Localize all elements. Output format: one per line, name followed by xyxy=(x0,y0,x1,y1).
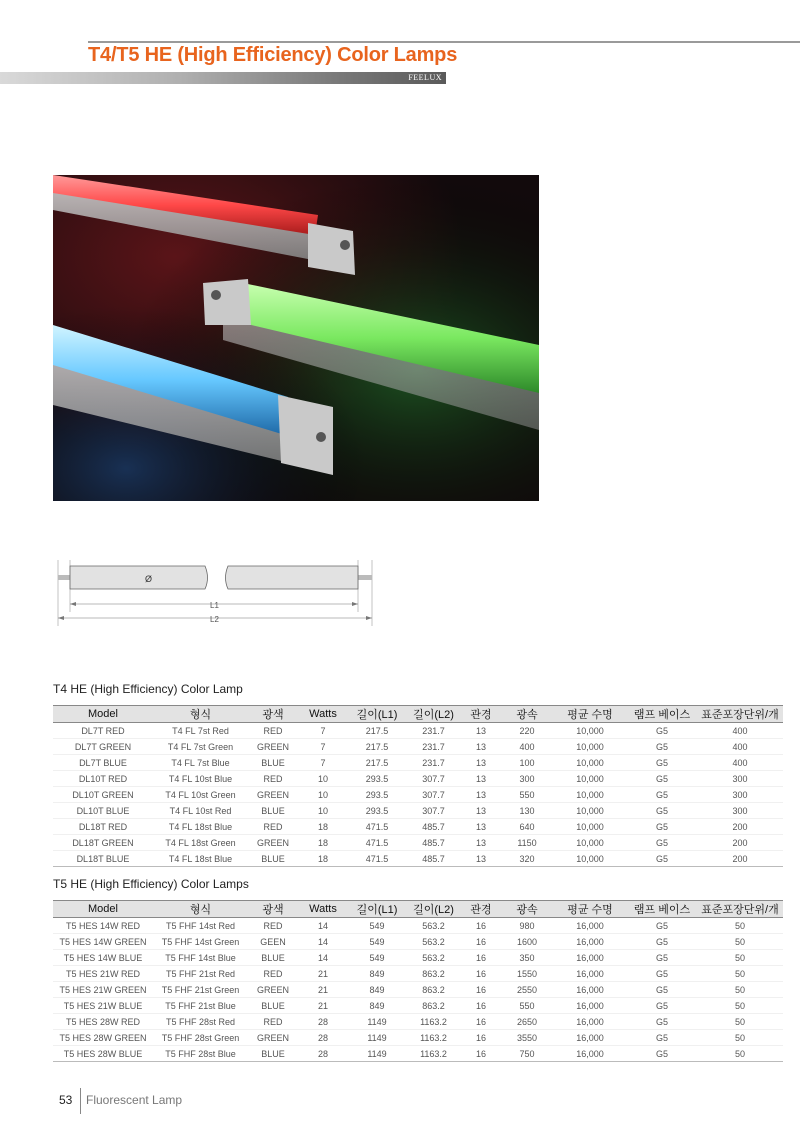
table-cell: BLUE xyxy=(248,851,298,867)
t5-spec-table xyxy=(53,900,783,1062)
table-row xyxy=(53,771,783,787)
table-cell: T4 FL 18st Blue xyxy=(153,819,248,835)
table-cell: T5 FHF 14st Red xyxy=(153,918,248,934)
table-cell: T5 FHF 28st Red xyxy=(153,1014,248,1030)
column-header: 램프 베이스 xyxy=(627,706,697,723)
table-cell: T5 HES 28W RED xyxy=(53,1014,153,1030)
table-cell: 849 xyxy=(348,998,406,1014)
column-header: 관경 xyxy=(461,706,501,723)
column-header: Model xyxy=(53,901,153,918)
table-cell: 300 xyxy=(697,803,783,819)
column-header: Watts xyxy=(298,901,348,918)
table-cell: 28 xyxy=(298,1030,348,1046)
table-cell: 300 xyxy=(697,771,783,787)
table-cell: BLUE xyxy=(248,950,298,966)
table-row xyxy=(53,803,783,819)
table-cell: 10,000 xyxy=(553,771,627,787)
table-cell: 485.7 xyxy=(406,851,461,867)
table-cell: RED xyxy=(248,1014,298,1030)
table-cell: 16 xyxy=(461,934,501,950)
table-row xyxy=(53,739,783,755)
table-cell: G5 xyxy=(627,1030,697,1046)
table-cell: G5 xyxy=(627,966,697,982)
column-header: 광색 xyxy=(248,901,298,918)
table-cell: 563.2 xyxy=(406,950,461,966)
table-cell: 549 xyxy=(348,934,406,950)
table-cell: 50 xyxy=(697,1014,783,1030)
table-cell: 550 xyxy=(501,787,553,803)
table-cell: 50 xyxy=(697,966,783,982)
table-cell: G5 xyxy=(627,851,697,867)
table-cell: G5 xyxy=(627,787,697,803)
t4-section-title: T4 HE (High Efficiency) Color Lamp xyxy=(53,682,243,696)
table-cell: 750 xyxy=(501,1046,553,1062)
table-cell: 200 xyxy=(697,835,783,851)
table-cell: 217.5 xyxy=(348,755,406,771)
table-cell: RED xyxy=(248,771,298,787)
column-header: 형식 xyxy=(153,901,248,918)
table-cell: T4 FL 7st Blue xyxy=(153,755,248,771)
table-cell: 10,000 xyxy=(553,851,627,867)
table-cell: 50 xyxy=(697,998,783,1014)
table-cell: T4 FL 10st Red xyxy=(153,803,248,819)
table-cell: T5 FHF 21st Blue xyxy=(153,998,248,1014)
table-cell: 7 xyxy=(298,755,348,771)
table-cell: 28 xyxy=(298,1046,348,1062)
table-cell: T4 FL 7st Green xyxy=(153,739,248,755)
table-cell: 1550 xyxy=(501,966,553,982)
page-number: 53 xyxy=(59,1093,73,1107)
table-cell: 16 xyxy=(461,998,501,1014)
table-cell: RED xyxy=(248,966,298,982)
table-row xyxy=(53,819,783,835)
table-cell: RED xyxy=(248,819,298,835)
table-cell: 2550 xyxy=(501,982,553,998)
table-cell: 400 xyxy=(697,739,783,755)
table-cell: 1149 xyxy=(348,1030,406,1046)
table-cell: 50 xyxy=(697,1046,783,1062)
table-cell: 10,000 xyxy=(553,739,627,755)
table-cell: 13 xyxy=(461,819,501,835)
table-cell: 550 xyxy=(501,998,553,1014)
table-row xyxy=(53,966,783,982)
column-header: 길이(L2) xyxy=(406,901,461,918)
table-row xyxy=(53,723,783,739)
table-cell: 549 xyxy=(348,918,406,934)
table-row xyxy=(53,851,783,867)
table-cell: 1600 xyxy=(501,934,553,950)
table-cell: T5 FHF 14st Blue xyxy=(153,950,248,966)
table-row xyxy=(53,835,783,851)
table-cell: 549 xyxy=(348,950,406,966)
table-cell: 50 xyxy=(697,950,783,966)
table-cell: 13 xyxy=(461,851,501,867)
table-cell: BLUE xyxy=(248,803,298,819)
table-cell: 16 xyxy=(461,1046,501,1062)
table-row xyxy=(53,1014,783,1030)
table-cell: T4 FL 18st Blue xyxy=(153,851,248,867)
column-header: 평균 수명 xyxy=(553,901,627,918)
table-cell: 471.5 xyxy=(348,851,406,867)
brand-band xyxy=(0,72,446,84)
column-header: 광색 xyxy=(248,706,298,723)
table-cell: GREEN xyxy=(248,835,298,851)
column-header: 길이(L2) xyxy=(406,706,461,723)
column-header: Model xyxy=(53,706,153,723)
table-cell: 563.2 xyxy=(406,918,461,934)
table-cell: 293.5 xyxy=(348,787,406,803)
table-cell: 13 xyxy=(461,739,501,755)
table-row xyxy=(53,950,783,966)
table-cell: 220 xyxy=(501,723,553,739)
table-cell: 16,000 xyxy=(553,1046,627,1062)
table-cell: 13 xyxy=(461,755,501,771)
table-cell: 21 xyxy=(298,998,348,1014)
table-cell: 7 xyxy=(298,723,348,739)
table-cell: 7 xyxy=(298,739,348,755)
table-cell: 200 xyxy=(697,819,783,835)
column-header: 광속 xyxy=(501,706,553,723)
table-cell: 14 xyxy=(298,934,348,950)
table-cell: 3550 xyxy=(501,1030,553,1046)
table-cell: 471.5 xyxy=(348,819,406,835)
table-cell: 100 xyxy=(501,755,553,771)
table-cell: 14 xyxy=(298,918,348,934)
table-cell: 13 xyxy=(461,771,501,787)
table-cell: BLUE xyxy=(248,998,298,1014)
t4-spec-table xyxy=(53,705,783,867)
table-cell: 293.5 xyxy=(348,771,406,787)
table-cell: GREEN xyxy=(248,739,298,755)
column-header: 형식 xyxy=(153,706,248,723)
table-cell: 200 xyxy=(697,851,783,867)
column-header: 램프 베이스 xyxy=(627,901,697,918)
table-cell: 1163.2 xyxy=(406,1030,461,1046)
table-cell: DL7T GREEN xyxy=(53,739,153,755)
table-cell: 863.2 xyxy=(406,982,461,998)
column-header: 관경 xyxy=(461,901,501,918)
table-cell: DL10T RED xyxy=(53,771,153,787)
table-cell: 16 xyxy=(461,950,501,966)
table-cell: 16,000 xyxy=(553,998,627,1014)
table-cell: 307.7 xyxy=(406,803,461,819)
top-rule xyxy=(88,41,800,43)
table-cell: 10,000 xyxy=(553,787,627,803)
table-cell: G5 xyxy=(627,982,697,998)
table-cell: 293.5 xyxy=(348,803,406,819)
column-header: 길이(L1) xyxy=(348,706,406,723)
table-cell: DL7T BLUE xyxy=(53,755,153,771)
table-cell: G5 xyxy=(627,723,697,739)
column-header: 표준포장단위/개 xyxy=(697,901,783,918)
table-cell: 231.7 xyxy=(406,723,461,739)
tube-dimension-diagram xyxy=(50,560,380,630)
table-cell: 10,000 xyxy=(553,803,627,819)
table-cell: G5 xyxy=(627,934,697,950)
table-cell: G5 xyxy=(627,998,697,1014)
table-cell: 231.7 xyxy=(406,739,461,755)
table-cell: 16 xyxy=(461,982,501,998)
table-cell: T5 HES 14W BLUE xyxy=(53,950,153,966)
l1-label: L1 xyxy=(210,601,219,610)
table-cell: G5 xyxy=(627,950,697,966)
table-cell: T5 FHF 14st Green xyxy=(153,934,248,950)
table-cell: RED xyxy=(248,918,298,934)
table-cell: G5 xyxy=(627,819,697,835)
t4-header-row xyxy=(53,706,783,723)
table-cell: 50 xyxy=(697,982,783,998)
table-cell: T4 FL 10st Green xyxy=(153,787,248,803)
table-row xyxy=(53,1030,783,1046)
table-cell: T4 FL 10st Blue xyxy=(153,771,248,787)
table-cell: 320 xyxy=(501,851,553,867)
table-cell: 849 xyxy=(348,966,406,982)
table-cell: T5 FHF 28st Blue xyxy=(153,1046,248,1062)
t5-header-row xyxy=(53,901,783,918)
table-cell: 16,000 xyxy=(553,934,627,950)
table-cell: DL18T BLUE xyxy=(53,851,153,867)
table-cell: 50 xyxy=(697,1030,783,1046)
table-cell: G5 xyxy=(627,771,697,787)
t5-section-title: T5 HE (High Efficiency) Color Lamps xyxy=(53,877,249,891)
table-cell: GEEN xyxy=(248,934,298,950)
table-cell: G5 xyxy=(627,1014,697,1030)
footer-section-label: Fluorescent Lamp xyxy=(86,1093,183,1107)
table-cell: GREEN xyxy=(248,787,298,803)
table-cell: GREEN xyxy=(248,982,298,998)
table-row xyxy=(53,918,783,934)
table-cell: G5 xyxy=(627,835,697,851)
table-cell: 50 xyxy=(697,934,783,950)
table-cell: DL7T RED xyxy=(53,723,153,739)
table-row xyxy=(53,982,783,998)
table-cell: 563.2 xyxy=(406,934,461,950)
table-cell: 13 xyxy=(461,835,501,851)
table-cell: 13 xyxy=(461,723,501,739)
table-cell: 16 xyxy=(461,966,501,982)
table-cell: 400 xyxy=(697,723,783,739)
table-cell: 50 xyxy=(697,918,783,934)
table-cell: 18 xyxy=(298,835,348,851)
table-cell: G5 xyxy=(627,1046,697,1062)
table-cell: 863.2 xyxy=(406,998,461,1014)
table-cell: 16 xyxy=(461,1030,501,1046)
table-cell: 10,000 xyxy=(553,755,627,771)
table-cell: BLUE xyxy=(248,755,298,771)
table-row xyxy=(53,755,783,771)
table-row xyxy=(53,1046,783,1062)
table-cell: 13 xyxy=(461,787,501,803)
table-cell: 130 xyxy=(501,803,553,819)
table-cell: T5 HES 14W GREEN xyxy=(53,934,153,950)
table-cell: DL18T RED xyxy=(53,819,153,835)
table-cell: 1149 xyxy=(348,1046,406,1062)
table-cell: DL18T GREEN xyxy=(53,835,153,851)
table-cell: 21 xyxy=(298,966,348,982)
table-cell: DL10T BLUE xyxy=(53,803,153,819)
page-title: T4/T5 HE (High Efficiency) Color Lamps xyxy=(88,44,458,66)
column-header: 광속 xyxy=(501,901,553,918)
table-cell: 10 xyxy=(298,787,348,803)
table-cell: G5 xyxy=(627,739,697,755)
table-cell: 10,000 xyxy=(553,819,627,835)
table-cell: 10 xyxy=(298,771,348,787)
table-cell: 16,000 xyxy=(553,1030,627,1046)
table-cell: T5 HES 28W BLUE xyxy=(53,1046,153,1062)
table-cell: 16,000 xyxy=(553,918,627,934)
table-cell: GREEN xyxy=(248,1030,298,1046)
table-cell: G5 xyxy=(627,755,697,771)
table-cell: T5 HES 21W RED xyxy=(53,966,153,982)
brand-label: FEELUX xyxy=(408,73,442,82)
l2-label: L2 xyxy=(210,615,219,624)
table-cell: 16,000 xyxy=(553,1014,627,1030)
table-cell: 471.5 xyxy=(348,835,406,851)
table-cell: 14 xyxy=(298,950,348,966)
table-cell: 10,000 xyxy=(553,835,627,851)
table-cell: 16 xyxy=(461,1014,501,1030)
table-cell: BLUE xyxy=(248,1046,298,1062)
table-cell: RED xyxy=(248,723,298,739)
table-cell: 400 xyxy=(697,755,783,771)
table-cell: 307.7 xyxy=(406,771,461,787)
table-cell: T5 FHF 21st Green xyxy=(153,982,248,998)
diameter-label: Ø xyxy=(145,574,153,584)
table-cell: 217.5 xyxy=(348,723,406,739)
table-cell: T4 FL 18st Green xyxy=(153,835,248,851)
table-cell: 863.2 xyxy=(406,966,461,982)
table-cell: 16,000 xyxy=(553,982,627,998)
table-cell: 1149 xyxy=(348,1014,406,1030)
table-cell: 1163.2 xyxy=(406,1014,461,1030)
table-cell: 231.7 xyxy=(406,755,461,771)
table-cell: 1163.2 xyxy=(406,1046,461,1062)
table-cell: T4 FL 7st Red xyxy=(153,723,248,739)
table-cell: 10 xyxy=(298,803,348,819)
table-cell: 10,000 xyxy=(553,723,627,739)
table-cell: 28 xyxy=(298,1014,348,1030)
column-header: Watts xyxy=(298,706,348,723)
table-cell: T5 FHF 28st Green xyxy=(153,1030,248,1046)
column-header: 길이(L1) xyxy=(348,901,406,918)
table-cell: 300 xyxy=(501,771,553,787)
table-cell: 16,000 xyxy=(553,950,627,966)
table-cell: T5 HES 14W RED xyxy=(53,918,153,934)
table-cell: T5 HES 28W GREEN xyxy=(53,1030,153,1046)
table-cell: 640 xyxy=(501,819,553,835)
table-cell: 300 xyxy=(697,787,783,803)
table-row xyxy=(53,998,783,1014)
table-cell: 13 xyxy=(461,803,501,819)
table-cell: 350 xyxy=(501,950,553,966)
table-cell: 2650 xyxy=(501,1014,553,1030)
table-cell: DL10T GREEN xyxy=(53,787,153,803)
table-cell: 1150 xyxy=(501,835,553,851)
table-row xyxy=(53,934,783,950)
table-cell: 485.7 xyxy=(406,819,461,835)
table-cell: 21 xyxy=(298,982,348,998)
column-header: 평균 수명 xyxy=(553,706,627,723)
table-cell: T5 HES 21W GREEN xyxy=(53,982,153,998)
table-cell: 849 xyxy=(348,982,406,998)
table-cell: 18 xyxy=(298,819,348,835)
table-cell: 16,000 xyxy=(553,966,627,982)
table-cell: 980 xyxy=(501,918,553,934)
product-photo xyxy=(53,175,539,501)
table-row xyxy=(53,787,783,803)
table-cell: 307.7 xyxy=(406,787,461,803)
table-cell: G5 xyxy=(627,918,697,934)
table-cell: 400 xyxy=(501,739,553,755)
table-cell: 18 xyxy=(298,851,348,867)
table-cell: G5 xyxy=(627,803,697,819)
table-cell: T5 HES 21W BLUE xyxy=(53,998,153,1014)
table-cell: 485.7 xyxy=(406,835,461,851)
footer-divider xyxy=(80,1088,81,1114)
table-cell: 16 xyxy=(461,918,501,934)
column-header: 표준포장단위/개 xyxy=(697,706,783,723)
table-cell: T5 FHF 21st Red xyxy=(153,966,248,982)
table-cell: 217.5 xyxy=(348,739,406,755)
